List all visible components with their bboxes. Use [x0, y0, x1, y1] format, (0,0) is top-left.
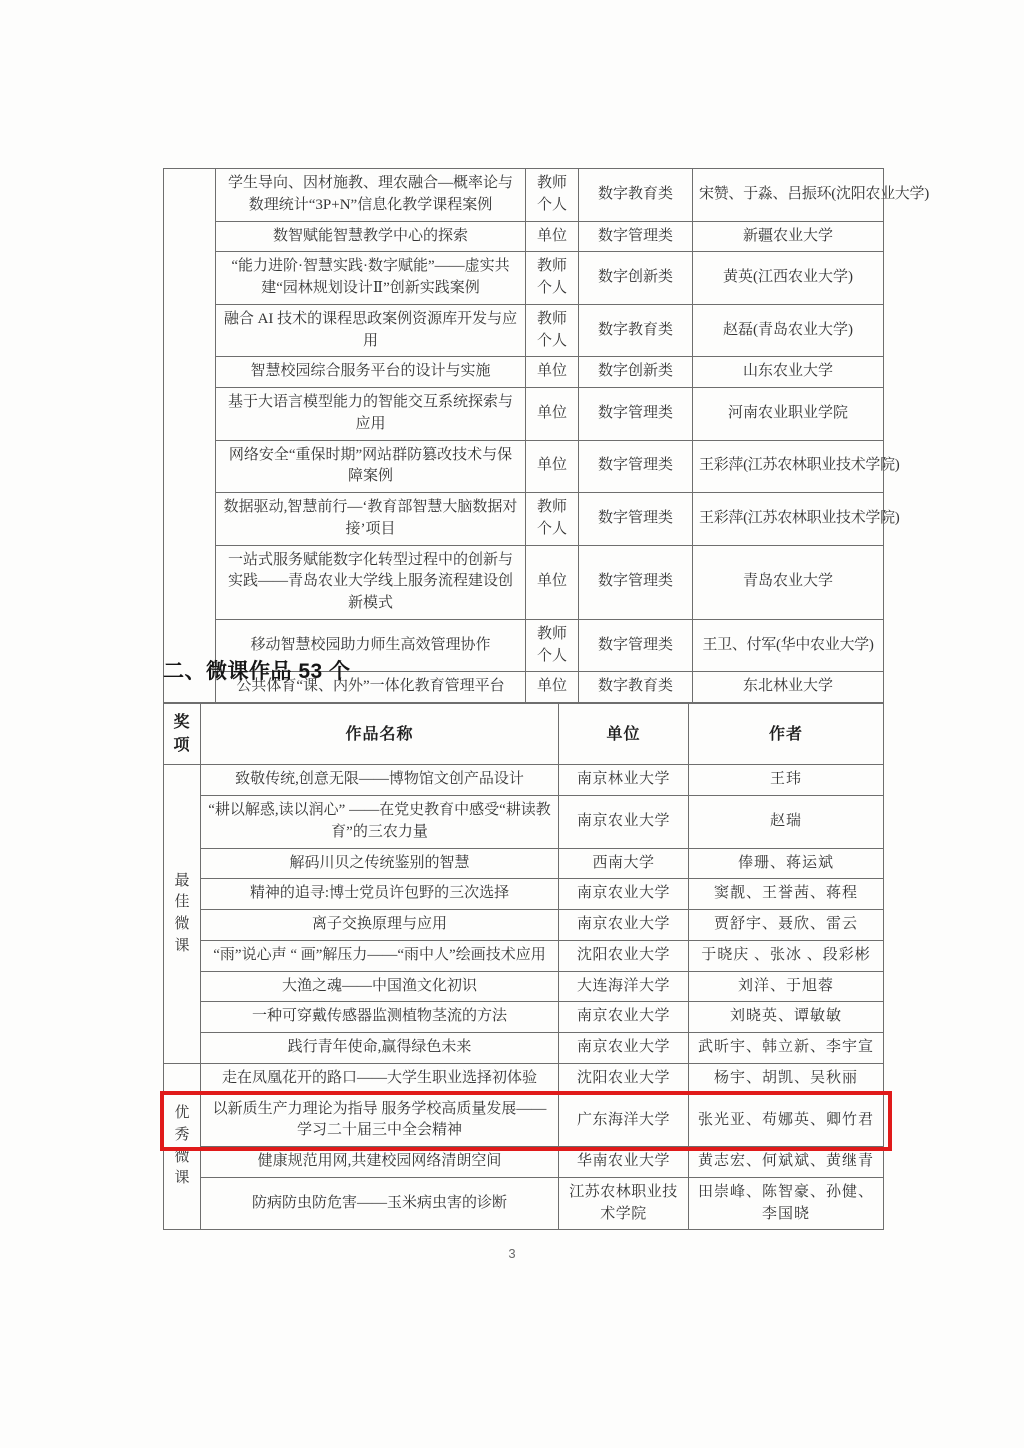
work-title-cell: 网络安全“重保时期”网站群防篡改技术与保障案例 [216, 440, 526, 493]
category-cell: 数字创新类 [579, 252, 693, 305]
award-table-continued-body [164, 169, 929, 703]
work-title-cell: “能力进阶·智慧实践·数字赋能”——虚实共建“园林规划设计Ⅱ”创新实践案例 [216, 252, 526, 305]
column-header-unit: 单位 [559, 704, 689, 765]
table-row [164, 796, 884, 849]
table-row [164, 879, 884, 910]
unit-cell: 江苏农林职业技术学院 [559, 1177, 689, 1230]
table-row [164, 357, 884, 388]
entry-type-cell: 教师个人 [526, 169, 579, 222]
category-cell: 数字管理类 [579, 440, 693, 493]
work-title-cell: 数据驱动,智慧前行—‘教育部智慧大脑数据对接’项目 [216, 493, 526, 546]
entry-type-cell: 单位 [526, 672, 579, 703]
column-header-title: 作品名称 [201, 704, 559, 765]
microcourse-award-table-body [164, 765, 884, 1230]
table-row [164, 765, 884, 796]
entry-type-cell: 教师个人 [526, 252, 579, 305]
category-cell: 数字教育类 [579, 672, 693, 703]
table-row [164, 388, 884, 441]
table-row [164, 1063, 884, 1094]
unit-cell: 西南大学 [559, 848, 689, 879]
column-header-author: 作者 [689, 704, 884, 765]
work-title-cell: 以新质生产力理论为指导 服务学校高质量发展——学习二十届三中全会精神 [201, 1094, 559, 1147]
work-title-cell: “耕以解惑,读以润心” ——在党史教育中感受“耕读教育”的三农力量 [201, 796, 559, 849]
entry-type-cell: 教师个人 [526, 493, 579, 546]
table-row [164, 440, 884, 493]
work-title-cell: 一种可穿戴传感器监测植物茎流的方法 [201, 1002, 559, 1033]
author-cell: 窦靓、王誉茜、蒋程 [689, 879, 884, 910]
author-cell: 王玮 [689, 765, 884, 796]
microcourse-award-table [163, 703, 884, 1230]
work-title-cell: 大渔之魂——中国渔文化初识 [201, 971, 559, 1002]
author-cell: 俸珊、蒋运斌 [689, 848, 884, 879]
author-cell: 张光亚、苟娜英、卿竹君 [689, 1094, 884, 1147]
author-cell: 杨宇、胡凯、吴秋丽 [689, 1063, 884, 1094]
unit-cell: 华南农业大学 [559, 1147, 689, 1178]
unit-cell: 南京农业大学 [559, 796, 689, 849]
work-title-cell: 一站式服务赋能数字化转型过程中的创新与实践——青岛农业大学线上服务流程建设创新模式 [216, 545, 526, 619]
work-title-cell: 智慧校园综合服务平台的设计与实施 [216, 357, 526, 388]
award-table-continued [163, 168, 929, 703]
table-row [164, 1033, 884, 1064]
author-cell: 田崇峰、陈智豪、孙健、李国晓 [689, 1177, 884, 1230]
entry-type-cell: 教师个人 [526, 304, 579, 357]
author-cell: 刘晓英、谭敏敏 [689, 1002, 884, 1033]
entry-type-cell: 单位 [526, 357, 579, 388]
unit-cell: 大连海洋大学 [559, 971, 689, 1002]
unit-cell: 南京农业大学 [559, 879, 689, 910]
table-row [164, 545, 884, 619]
author-cell: 山东农业大学 [693, 357, 884, 388]
work-title-cell: 基于大语言模型能力的智能交互系统探索与应用 [216, 388, 526, 441]
table-row [164, 252, 884, 305]
author-cell: 于晓庆 、张冰 、段彩彬 [689, 940, 884, 971]
category-cell: 数字教育类 [579, 304, 693, 357]
unit-cell: 沈阳农业大学 [559, 1063, 689, 1094]
category-cell: 数字管理类 [579, 545, 693, 619]
author-cell: 武昕宇、韩立新、李宇宣 [689, 1033, 884, 1064]
work-title-cell: “雨”说心声 “ 画”解压力——“雨中人”绘画技术应用 [201, 940, 559, 971]
author-cell: 刘洋、于旭蓉 [689, 971, 884, 1002]
author-cell: 青岛农业大学 [693, 545, 884, 619]
entry-type-cell: 单位 [526, 545, 579, 619]
unit-cell: 南京农业大学 [559, 1033, 689, 1064]
category-cell: 数字教育类 [579, 169, 693, 222]
work-title-cell: 走在凤凰花开的路口——大学生职业选择初体验 [201, 1063, 559, 1094]
work-title-cell: 精神的追寻:博士党员许包野的三次选择 [201, 879, 559, 910]
category-cell: 数字管理类 [579, 221, 693, 252]
category-cell: 数字管理类 [579, 619, 693, 672]
category-cell: 数字管理类 [579, 493, 693, 546]
award-group-cell: 优秀微课 [164, 1063, 201, 1230]
table-row [164, 493, 884, 546]
author-cell: 赵瑞 [689, 796, 884, 849]
work-title-cell: 融合 AI 技术的课程思政案例资源库开发与应用 [216, 304, 526, 357]
section-heading: 二、微课作品 53 个 [163, 660, 351, 683]
work-title-cell: 致敬传统,创意无限——博物馆文创产品设计 [201, 765, 559, 796]
category-cell: 数字创新类 [579, 357, 693, 388]
author-cell: 新疆农业大学 [693, 221, 884, 252]
table-row [164, 169, 884, 222]
table-row [164, 1002, 884, 1033]
author-cell: 王彩萍(江苏农林职业技术学院) [693, 493, 884, 546]
unit-cell: 南京农业大学 [559, 1002, 689, 1033]
table-row [164, 304, 884, 357]
author-cell: 王卫、付军(华中农业大学) [693, 619, 884, 672]
table-row [164, 848, 884, 879]
author-cell: 宋赞、于淼、吕振环(沈阳农业大学) [693, 169, 884, 222]
entry-type-cell: 单位 [526, 440, 579, 493]
author-cell: 赵磊(青岛农业大学) [693, 304, 884, 357]
category-cell: 数字管理类 [579, 388, 693, 441]
work-title-cell: 数智赋能智慧教学中心的探索 [216, 221, 526, 252]
table-row [164, 221, 884, 252]
page-number: 3 [508, 1246, 516, 1261]
unit-cell: 南京林业大学 [559, 765, 689, 796]
table-row [164, 1094, 884, 1147]
entry-type-cell: 单位 [526, 388, 579, 441]
award-column-continuation-cell [164, 169, 216, 703]
table-header-row [164, 704, 884, 765]
unit-cell: 广东海洋大学 [559, 1094, 689, 1147]
work-title-cell: 公共体育“课、内外”一体化教育管理平台 [216, 672, 526, 703]
table-row [164, 971, 884, 1002]
work-title-cell: 践行青年使命,赢得绿色未来 [201, 1033, 559, 1064]
author-cell: 王彩萍(江苏农林职业技术学院) [693, 440, 884, 493]
table-row [164, 1147, 884, 1178]
author-cell: 东北林业大学 [693, 672, 884, 703]
table-row [164, 1177, 884, 1230]
table-row [164, 940, 884, 971]
author-cell: 黄志宏、何斌斌、黄继青 [689, 1147, 884, 1178]
work-title-cell: 解码川贝之传统鉴别的智慧 [201, 848, 559, 879]
award-group-cell: 最佳微课 [164, 765, 201, 1064]
author-cell: 河南农业职业学院 [693, 388, 884, 441]
work-title-cell: 学生导向、因材施教、理农融合—概率论与数理统计“3P+N”信息化教学课程案例 [216, 169, 526, 222]
column-header-award: 奖项 [164, 704, 201, 765]
table-row [164, 910, 884, 941]
author-cell: 黄英(江西农业大学) [693, 252, 884, 305]
work-title-cell: 离子交换原理与应用 [201, 910, 559, 941]
work-title-cell: 健康规范用网,共建校园网络清朗空间 [201, 1147, 559, 1178]
work-title-cell: 防病防虫防危害——玉米病虫害的诊断 [201, 1177, 559, 1230]
entry-type-cell: 单位 [526, 221, 579, 252]
unit-cell: 南京农业大学 [559, 910, 689, 941]
unit-cell: 沈阳农业大学 [559, 940, 689, 971]
author-cell: 贾舒宇、聂欣、雷云 [689, 910, 884, 941]
entry-type-cell: 教师个人 [526, 619, 579, 672]
work-title-cell: 移动智慧校园助力师生高效管理协作 [216, 619, 526, 672]
